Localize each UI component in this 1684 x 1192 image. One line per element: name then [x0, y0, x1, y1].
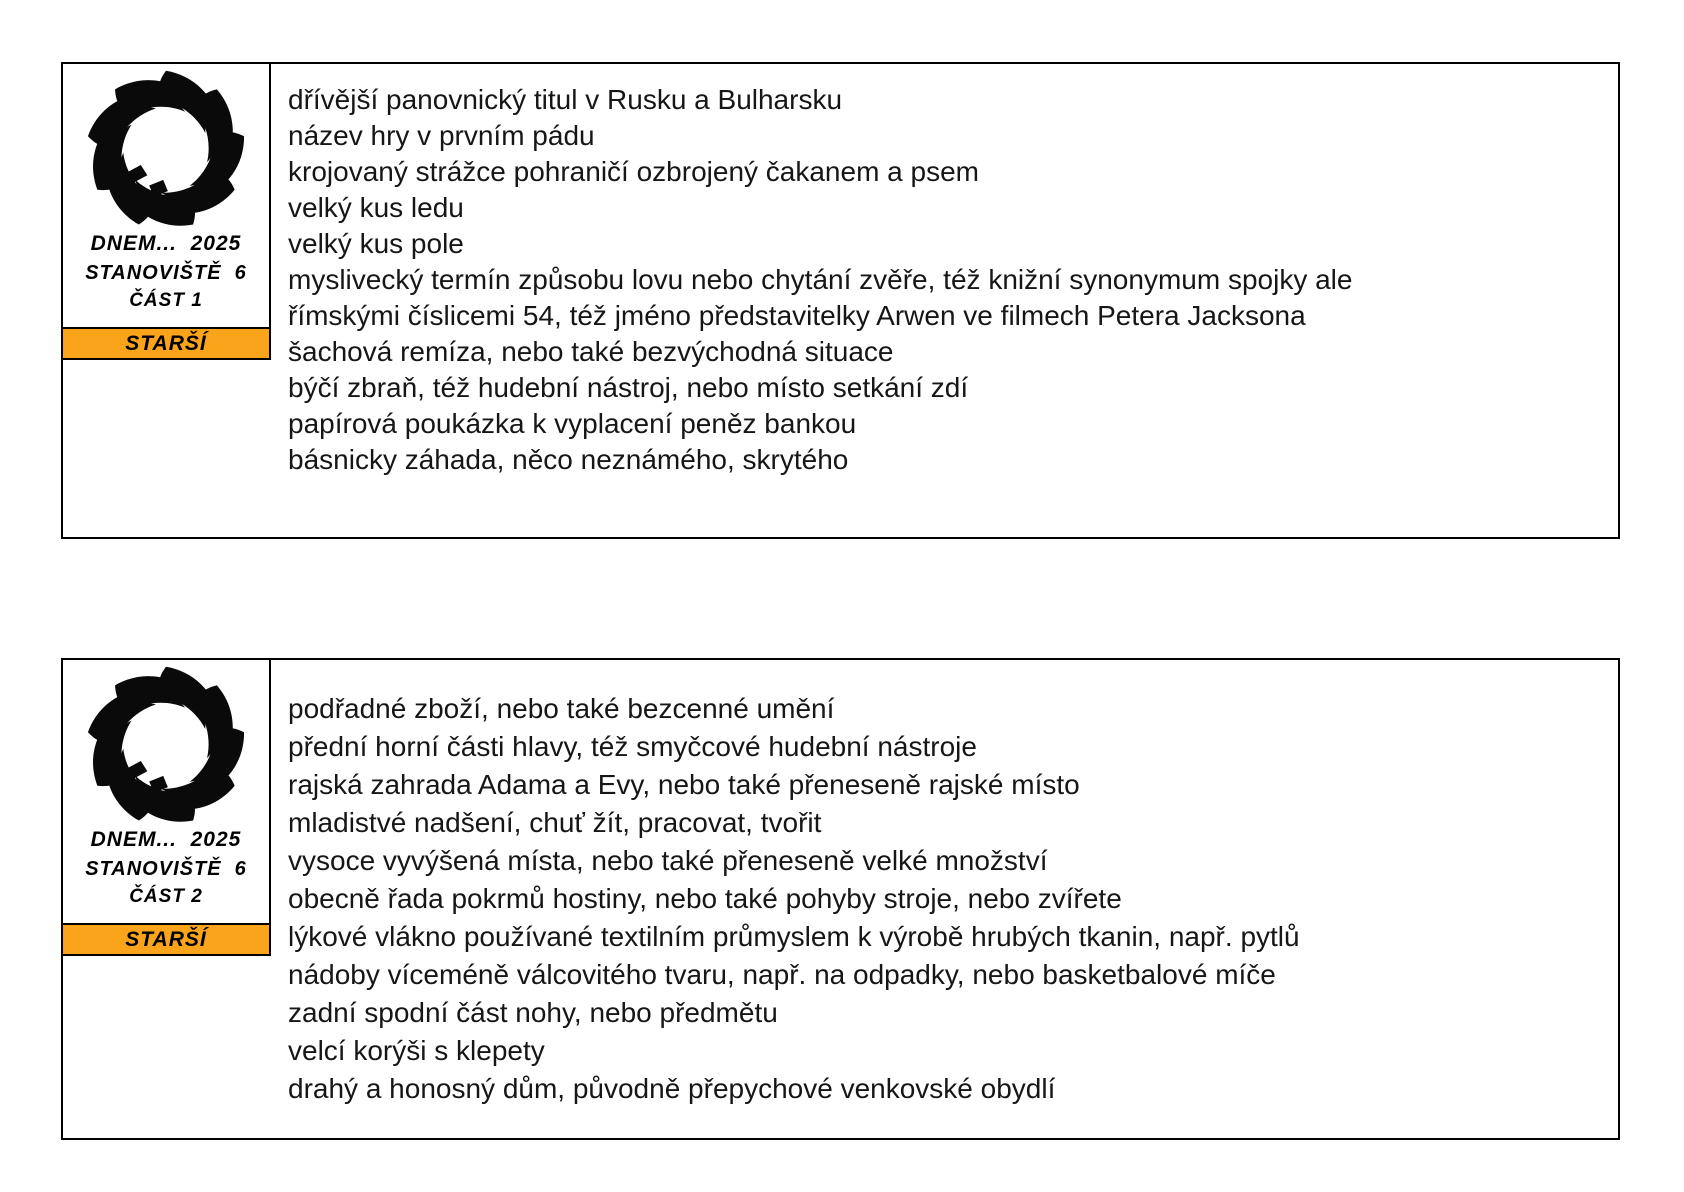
card-part-1 [61, 62, 1620, 539]
clue-line: velký kus pole [288, 228, 464, 259]
logo-station-line: STANOVIŠTĚ 6 [85, 858, 247, 880]
logo-cell [61, 62, 271, 360]
clue-line: podřadné zboží, nebo také bezcenné umění [288, 693, 835, 724]
logo-part-line: ČÁST 1 [129, 290, 203, 311]
category-banner: STARŠÍ [63, 923, 269, 954]
logo-part-line: ČÁST 2 [129, 886, 203, 907]
clue-line: býčí zbraň, též hudební nástroj, nebo místo setkání zdí [288, 372, 969, 403]
clue-line: obecně řada pokrmů hostiny, nebo také pohyby stroje, nebo zvířete [288, 883, 1122, 914]
clue-line: mladistvé nadšení, chuť žít, pracovat, tvořit [288, 807, 822, 838]
clue-line: římskými číslicemi 54, též jméno představitelky Arwen ve filmech Petera Jacksona [288, 300, 1306, 331]
clue-line: myslivecký termín způsobu lovu nebo chytání zvěře, též knižní synonymum spojky ale [288, 264, 1353, 295]
clue-line: přední horní části hlavy, též smyčcové hudební nástroje [288, 731, 977, 762]
clue-list [288, 64, 1598, 478]
clue-line: drahý a honosný dům, původně přepychové venkovské obydlí [288, 1073, 1056, 1104]
clue-line: vysoce vyvýšená místa, nebo také přeneseně velké množství [288, 845, 1048, 876]
clue-line: dřívější panovnický titul v Rusku a Bulharsku [288, 84, 843, 115]
clue-line: nádoby víceméně válcovitého tvaru, např. na odpadky, nebo basketbalové míče [288, 959, 1276, 990]
clue-line: velký kus ledu [288, 192, 464, 223]
dnem-swirl-logo-icon [68, 664, 264, 830]
dnem-swirl-logo-icon [68, 68, 264, 234]
logo-station-line: STANOVIŠTĚ 6 [85, 262, 247, 284]
clue-line: zadní spodní část nohy, nebo předmětu [288, 997, 778, 1028]
clue-line: lýkové vlákno používané textilním průmyslem k výrobě hrubých tkanin, např. pytlů [288, 921, 1300, 952]
clue-line: šachová remíza, nebo také bezvýchodná situace [288, 336, 894, 367]
logo-cell [61, 658, 271, 956]
clue-line: krojovaný strážce pohraničí ozbrojený čakanem a psem [288, 156, 980, 187]
clue-line: papírová poukázka k vyplacení peněz bankou [288, 408, 857, 439]
logo-event-line: DNEM... 2025 [90, 232, 242, 255]
clue-line: rajská zahrada Adama a Evy, nebo také přeneseně rajské místo [288, 769, 1080, 800]
card-part-2 [61, 658, 1620, 1140]
clue-line: básnicky záhada, něco neznámého, skrytého [288, 444, 849, 475]
clue-line: velcí korýši s klepety [288, 1035, 545, 1066]
category-banner: STARŠÍ [63, 327, 269, 358]
clue-line: název hry v prvním pádu [288, 120, 595, 151]
logo-event-line: DNEM... 2025 [90, 828, 242, 851]
clue-list [288, 660, 1598, 1108]
